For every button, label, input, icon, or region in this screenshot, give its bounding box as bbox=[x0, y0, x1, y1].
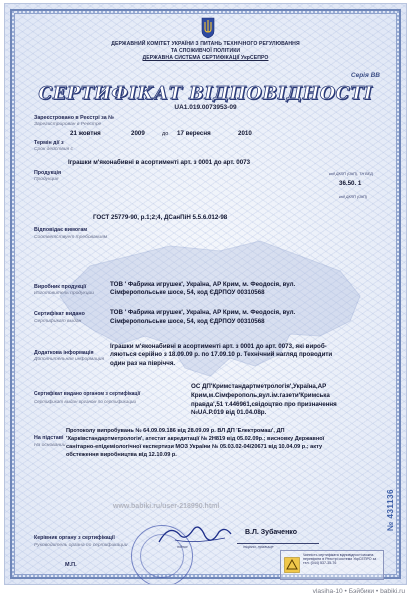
product-code: 36.50. 1 bbox=[339, 180, 362, 187]
head-name: В.Л. Зубаченко bbox=[245, 529, 297, 536]
signature bbox=[155, 520, 235, 550]
additional-info-label: Додаткова інформація bbox=[34, 350, 94, 356]
head-label-ru: Руководитель органа по сертификации bbox=[34, 543, 128, 548]
registered-label: Зареєстровано в Реєстрі за № bbox=[34, 115, 115, 121]
product-label: Продукція bbox=[34, 170, 62, 176]
header-ministry: ДЕРЖАВНИЙ КОМІТЕТ УКРАЇНИ З ПИТАНЬ ТЕХНІЧНОГО РЕГУЛЮВАННЯ bbox=[111, 41, 300, 47]
issuer-line1: ОС ДП'Кримстандартметрологія',Україна,АР bbox=[191, 383, 327, 390]
mp-label: М.П. bbox=[65, 562, 77, 568]
additional-info-label-ru: Дополнительная информация bbox=[34, 357, 105, 362]
basis-label-ru: На основании bbox=[34, 443, 66, 448]
valid-to-date: 17 вересня bbox=[177, 130, 211, 137]
manufacturer-line1: ТОВ ' Фабрика игрушек', Україна, АР Крим, м. Феодосія, вул. bbox=[110, 281, 296, 288]
series-label: Серія ВВ bbox=[350, 72, 380, 79]
requirements-value: ГОСТ 25779-90, р.1;2;4, ДСанПіН 5.5.6.012-98 bbox=[93, 214, 228, 221]
header-policy: ТА СПОЖИВЧОЇ ПОЛІТИКИ bbox=[170, 48, 241, 54]
product-code2-label: код ДКПП (ОКП) bbox=[339, 195, 368, 199]
basis-line2: 'Харківстандартметрологія', атестат акредитації № 2Н819 від 05.02.09р.; висновку Державної bbox=[66, 436, 325, 442]
issued-to-line2: Сімферопольське шосе, 54, код ЄДРПОУ 00310568 bbox=[110, 318, 265, 325]
signature-line bbox=[237, 543, 319, 544]
product-label-ru: Продукция bbox=[34, 177, 59, 182]
issuer-label: Сертифікат видано органом з сертифікації bbox=[34, 391, 141, 397]
validity-label-ru: Срок действия с bbox=[34, 147, 73, 152]
issuer-line2: Крим,м.Сімферополь,вул.ім.газети'Кримська bbox=[191, 392, 330, 399]
manufacturer-line2: Сімферопольське шосе, 54, код ЄДРПОУ 00310568 bbox=[110, 289, 265, 296]
ukrsepro-mark-icon bbox=[284, 557, 300, 573]
requirements-label-ru: Соответствует требованиям bbox=[34, 235, 108, 240]
basis-line3: санітарно-епідеміологічної експертизи МОЗ України № 05.03.02-04/20671 від 10.04.09 р.; акту bbox=[66, 444, 323, 450]
registered-label-ru: Зарегистрирован в Реестре bbox=[34, 122, 102, 127]
basis-line1: Протоколу випробувань № 64.09.09.186 від 28.09.09 р. ВЛ ДП 'Електромаш', ДП bbox=[66, 428, 285, 434]
registry-note: Чинність сертифіката відповідності можна перевірити в Реєстрі системи УкрСЕПРО за тел. (044) 537-35-76 bbox=[303, 553, 377, 566]
certificate-title: СЕРТИФІКАТ ВІДПОВІДНОСТІ bbox=[38, 84, 373, 104]
registered-to-label: до bbox=[162, 131, 169, 137]
trident-coat-of-arms-icon bbox=[201, 17, 215, 39]
registered-date: 21 жовтня bbox=[70, 130, 101, 137]
watermark-url: www.babiki.ru/user-218990.html bbox=[113, 503, 220, 510]
header-system: ДЕРЖАВНА СИСТЕМА СЕРТИФІКАЦІЇ УкрСЕПРО bbox=[142, 55, 269, 61]
issuer-line4: №UA.Р.019 від 01.04.08р. bbox=[191, 409, 267, 416]
registered-year: 2009 bbox=[131, 130, 145, 137]
issued-to-label: Сертифікат видано bbox=[34, 311, 85, 317]
basis-label: На підставі bbox=[34, 435, 64, 441]
issued-to-line1: ТОВ ' Фабрика игрушек', Україна, АР Крим, м. Феодосія, вул. bbox=[110, 309, 296, 316]
registration-number: UA1.019.0073953-09 bbox=[174, 104, 237, 111]
basis-line4: обстеження виробництва від 12.10.09 р. bbox=[66, 452, 177, 458]
issuer-line3: правда',51 т.446961,свідоцтво про призначення bbox=[191, 401, 337, 408]
manufacturer-label-ru: Изготовитель продукции bbox=[34, 291, 94, 296]
blank-number bbox=[383, 474, 397, 546]
manufacturer-label: Виробник продукції bbox=[34, 284, 87, 290]
issued-to-label-ru: Сертификат выдан bbox=[34, 319, 82, 324]
name-caption: ініціали, прізвище bbox=[243, 545, 274, 549]
issuer-label-ru: Сертификат выдан органом по сертификации bbox=[34, 399, 136, 404]
additional-line2: ляються серійно з 18.09.09 р. по 17.09.10 р. Технічний нагляд проводити bbox=[110, 351, 333, 358]
requirements-label: Відповідає вимогам bbox=[34, 227, 88, 233]
product-code-label: код ДКПП (ОКП), ТН ВЕД bbox=[329, 172, 373, 176]
certificate-sheet bbox=[4, 3, 407, 585]
additional-line3: один раз на півріччя. bbox=[110, 360, 176, 367]
blank-number-text: № 431136 bbox=[385, 489, 395, 531]
signature-caption: підпис bbox=[177, 545, 188, 549]
footer-watermark: vlasiha-10 • Бэйбики • babiki.ru bbox=[0, 585, 411, 599]
validity-label: Термін дії з bbox=[34, 140, 64, 146]
head-label: Керівник органу з сертифікації bbox=[34, 535, 115, 541]
product-value: Іграшки м'яконабивні в асортименті арт. з 0001 до арт. 0073 bbox=[68, 159, 251, 166]
additional-line1: Іграшки м'яконабивні в асортименті арт. з 0001 до арт. 0073, які вироб- bbox=[110, 343, 327, 350]
valid-to-year: 2010 bbox=[238, 130, 252, 137]
registry-seal-box bbox=[280, 550, 384, 580]
